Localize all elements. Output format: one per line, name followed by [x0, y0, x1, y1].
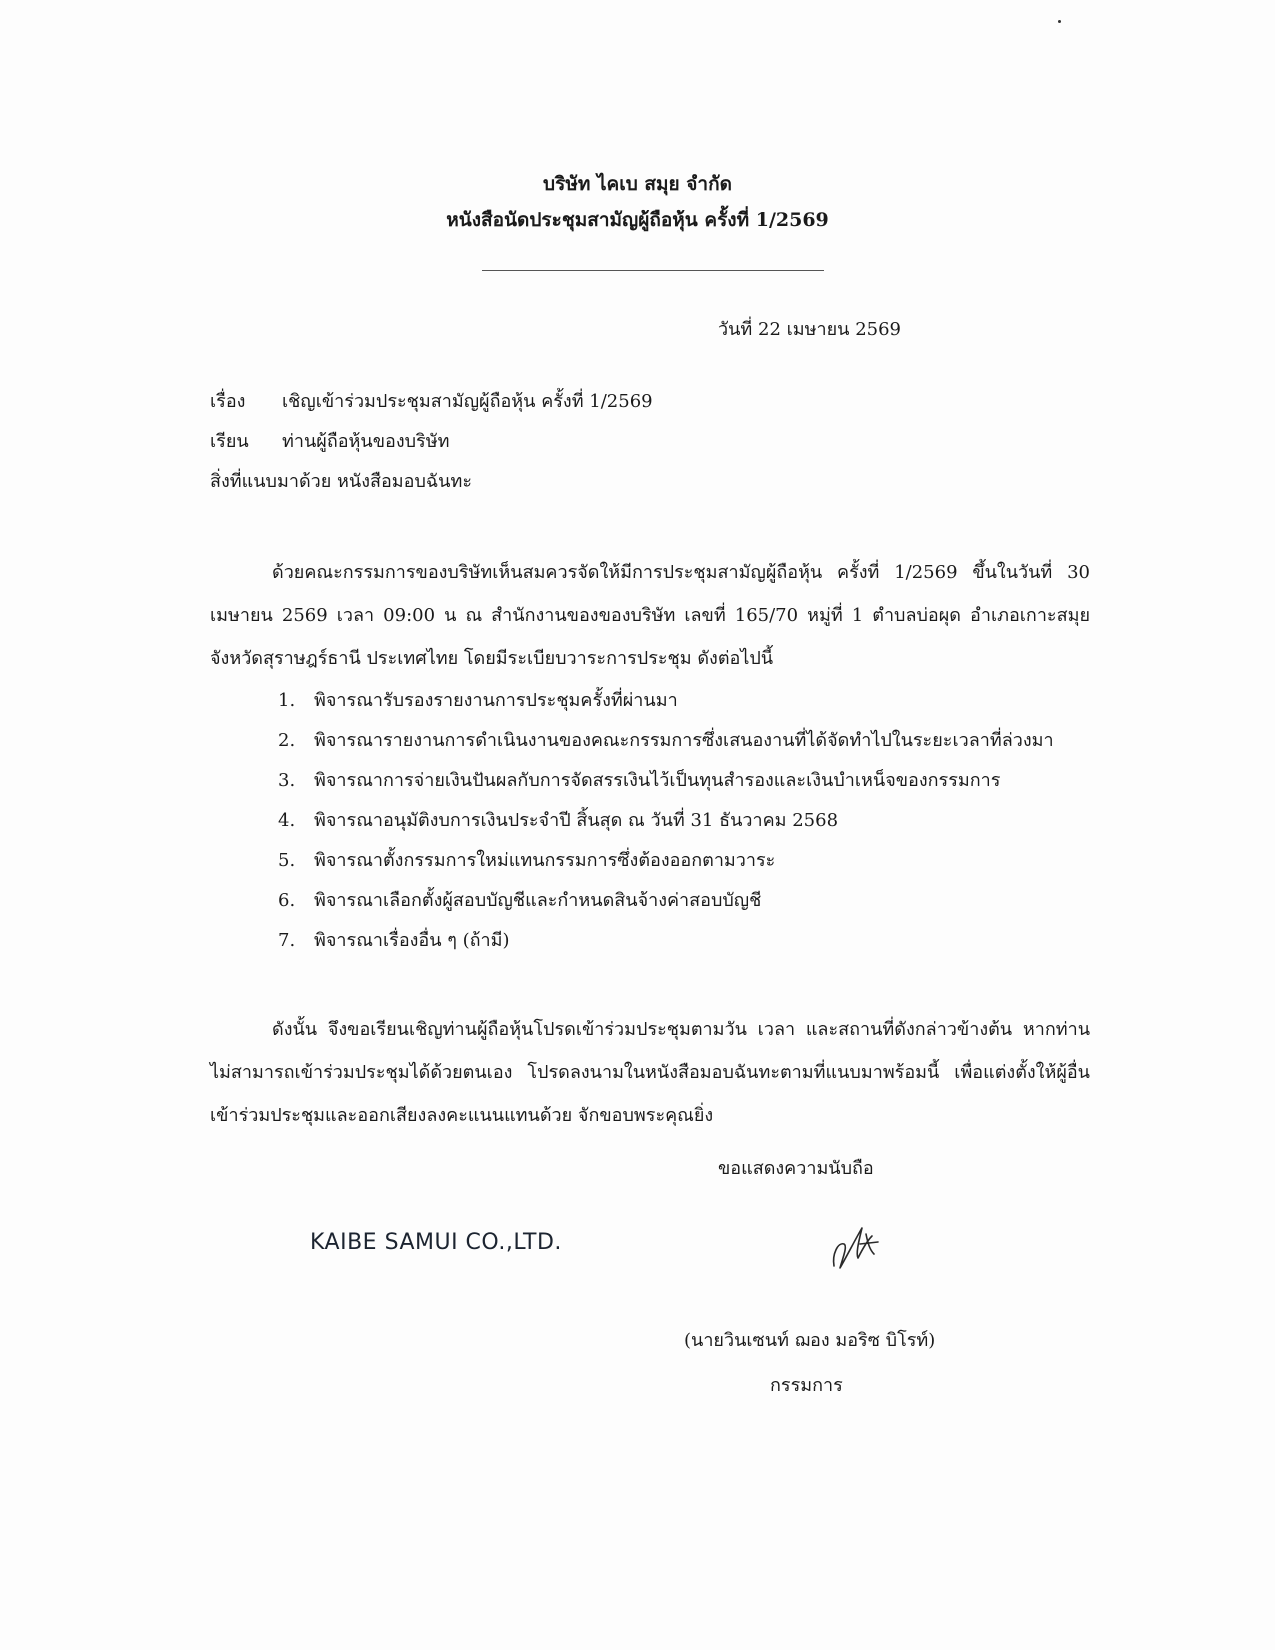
subject-value: เชิญเข้าร่วมประชุมสามัญผู้ถือหุ้น ครั้งที่ 1/2569	[282, 391, 653, 412]
enclosure-row	[210, 462, 653, 502]
agenda-item-number: 5.	[278, 850, 296, 871]
agenda-item	[278, 841, 1054, 881]
agenda-item	[278, 801, 1054, 841]
document-header	[0, 166, 1275, 238]
recipient-row	[210, 422, 653, 462]
agenda-item-number: 1.	[278, 690, 296, 711]
agenda-item	[278, 921, 1054, 961]
enclosure-label: สิ่งที่แนบมาด้วย	[210, 471, 332, 492]
enclosure-value: หนังสือมอบฉันทะ	[337, 471, 472, 492]
agenda-item-text: พิจารณาเรื่องอื่น ๆ (ถ้ามี)	[314, 930, 510, 951]
closing-salutation: ขอแสดงความนับถือ	[718, 1158, 874, 1179]
company-logo-text: KAIBE SAMUI CO.,LTD.	[310, 1230, 562, 1255]
agenda-item-number: 7.	[278, 930, 296, 951]
letter-meta	[210, 382, 653, 502]
document-date: วันที่ 22 เมษายน 2569	[718, 319, 901, 340]
agenda-item-number: 6.	[278, 890, 296, 911]
intro-paragraph: ด้วยคณะกรรมการของบริษัทเห็นสมควรจัดให้มีการประชุมสามัญผู้ถือหุ้น ครั้งที่ 1/2569 ขึ้นในวันที่ 30 เมษายน 2569 เวลา 09:00 น ณ สำนักงานของของบริษัท เลขที่ 165/70 หมู่ที่ 1 ตำบลบ่อผุด อำเภอเกาะสมุย จังหวัดสุราษฎร์ธานี ประเทศไทย โดยมีระเบียบวาระการประชุม ดังต่อไปนี้	[210, 562, 1090, 669]
document-title: หนังสือนัดประชุมสามัญผู้ถือหุ้น ครั้งที่ 1/2569	[446, 209, 829, 231]
company-name: บริษัท ไคเบ สมุย จำกัด	[543, 173, 732, 195]
agenda-item-text: พิจารณาการจ่ายเงินปันผลกับการจัดสรรเงินไว้เป็นทุนสำรองและเงินบำเหน็จของกรรมการ	[314, 770, 1001, 791]
signature-icon	[822, 1214, 892, 1284]
agenda-list	[278, 681, 1054, 961]
recipient-label: เรียน	[210, 431, 249, 452]
conclusion-paragraph: ดังนั้น จึงขอเรียนเชิญท่านผู้ถือหุ้นโปรดเข้าร่วมประชุมตามวัน เวลา และสถานที่ดังกล่าวข้างต้น หากท่านไม่สามารถเข้าร่วมประชุมได้ด้วยตนเอง โปรดลงนามในหนังสือมอบฉันทะตามที่แนบมาพร้อมนี้ เพื่อแต่งตั้งให้ผู้อื่นเข้าร่วมประชุมและออกเสียงลงคะแนนแทนด้วย จักขอบพระคุณยิ่ง	[210, 1019, 1090, 1126]
agenda-item	[278, 721, 1054, 761]
agenda-item-text: พิจารณารับรองรายงานการประชุมครั้งที่ผ่านมา	[314, 690, 678, 711]
agenda-item	[278, 881, 1054, 921]
header-divider	[482, 270, 824, 271]
signer-title: กรรมการ	[770, 1375, 843, 1396]
agenda-item-text: พิจารณารายงานการดำเนินงานของคณะกรรมการซึ่งเสนองานที่ได้จัดทำไปในระยะเวลาที่ล่วงมา	[314, 730, 1054, 751]
subject-row	[210, 382, 653, 422]
agenda-item-number: 3.	[278, 770, 296, 791]
agenda-item-text: พิจารณาเลือกตั้งผู้สอบบัญชีและกำหนดสินจ้างค่าสอบบัญชี	[314, 890, 762, 911]
signer-name: (นายวินเซนท์ ฌอง มอริซ บิโรท์)	[684, 1330, 936, 1351]
agenda-item-number: 4.	[278, 810, 296, 831]
subject-label: เรื่อง	[210, 391, 246, 412]
agenda-item-text: พิจารณาอนุมัติงบการเงินประจำปี สิ้นสุด ณ วันที่ 31 ธันวาคม 2568	[314, 810, 839, 831]
recipient-value: ท่านผู้ถือหุ้นของบริษัท	[282, 431, 450, 452]
agenda-item-text: พิจารณาตั้งกรรมการใหม่แทนกรรมการซึ่งต้องออกตามวาระ	[314, 850, 776, 871]
scan-speck	[1058, 20, 1061, 23]
agenda-item-number: 2.	[278, 730, 296, 751]
agenda-item	[278, 681, 1054, 721]
agenda-item	[278, 761, 1054, 801]
